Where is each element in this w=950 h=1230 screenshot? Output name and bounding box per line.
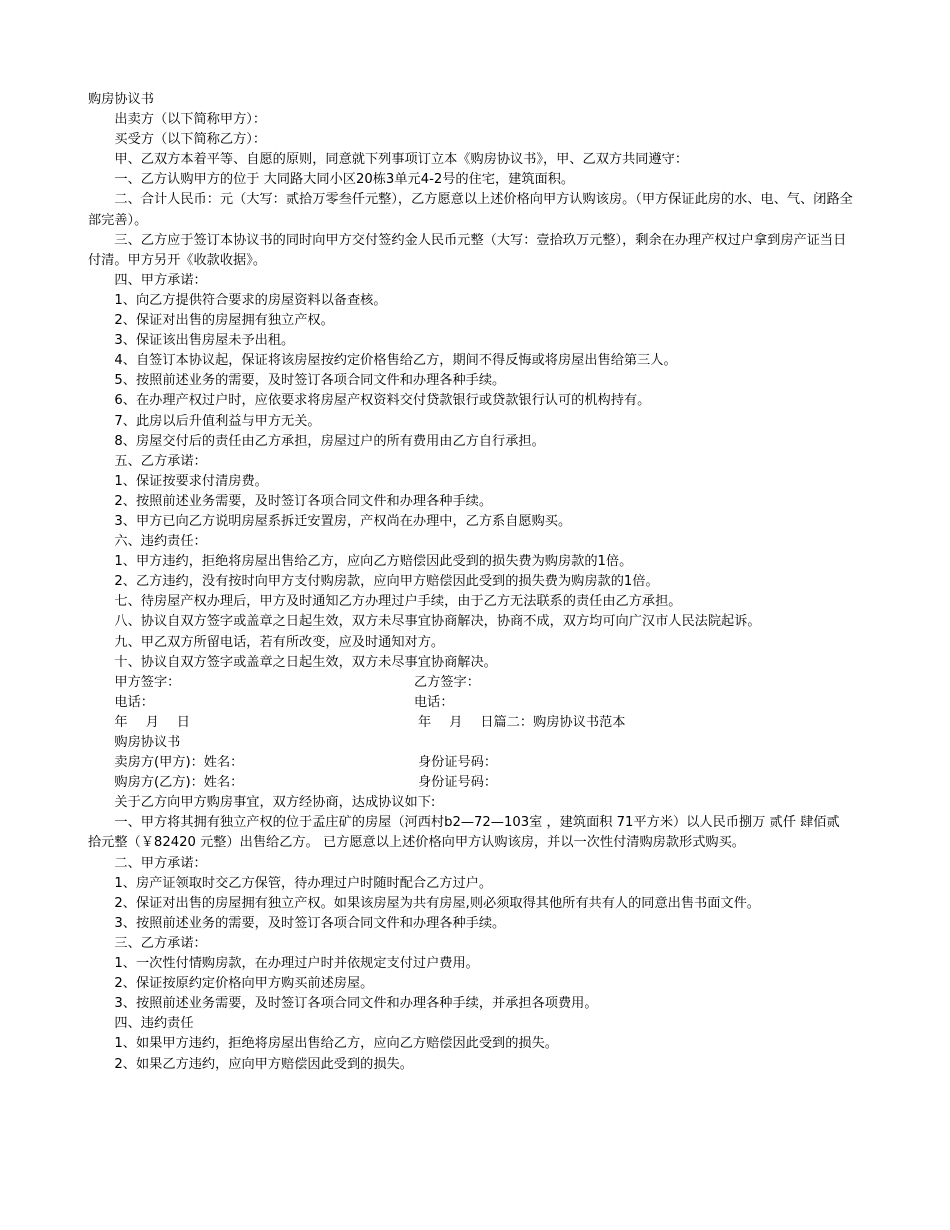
paragraph: 2、保证对出售的房屋拥有独立产权。 [114,313,334,329]
paragraph: 3、按照前述业务需要，及时签订各项合同文件和办理各种手续，并承担各项费用。 [114,996,598,1012]
paragraph: 五、乙方承诺： [114,453,207,469]
date-month: 月 [145,714,159,730]
paragraph: 1、甲方违约，拒绝将房屋出售给乙方，应向乙方赔偿因此受到的损失费为购房款的1倍。 [114,554,633,570]
paragraph: 出卖方（以下简称甲方）： [114,112,267,128]
section-title: 购房协议书 [114,735,181,750]
paragraph: 一、乙方认购甲方的位于 大同路大同小区20栋3单元4-2号的住宅，建筑面积。 [114,172,575,188]
paragraph: 3、甲方已向乙方说明房屋系拆迁安置房，产权尚在办理中，乙方系自愿购买。 [114,513,572,529]
buyer-id-label: 身份证号码： [418,775,498,791]
party-a-phone-label: 电话： [114,694,154,710]
paragraph: 5、按照前述业务的需要，及时签订各项合同文件和办理各种手续。 [114,373,506,389]
date-year: 年 [114,714,128,730]
paragraph: 6、在办理产权过户时，应依要求将房屋产权资料交付贷款银行或贷款银行认可的机构持有。 [114,393,651,409]
party-b-phone-label: 电话： [414,694,454,710]
date-row [88,713,856,733]
paragraph: 九、甲乙双方所留电话，若有所改变，应及时通知对方。 [114,634,445,650]
paragraph: 2、乙方违约，没有按时向甲方支付购房款，应向甲方赔偿因此受到的损失费为购房款的1倍。 [114,574,659,590]
paragraph: 四、甲方承诺： [114,272,207,288]
paragraph: 三、乙方承诺： [114,935,207,951]
paragraph: 六、违约责任： [114,534,207,550]
paragraph: 八、协议自双方签字或盖章之日起生效，双方未尽事宜协商解决，协商不成，双方均可向广汉市人民法院起诉。 [114,614,761,630]
seller-name-label: 卖房方(甲方)：姓名： [114,755,244,771]
paragraph: 二、甲方承诺： [114,855,207,871]
paragraph: 十、协议自双方签字或盖章之日起生效，双方未尽事宜协商解决。 [114,654,497,670]
paragraph: 三、乙方应于签订本协议书的同时向甲方交付签约金人民币元整（大写：壹拾玖万元整），剩余在办理产权过户拿到房产证当日付清。甲方另开《收款收据》。 [88,232,847,268]
paragraph: 1、房产证领取时交乙方保管，待办理过户时随时配合乙方过户。 [114,875,493,891]
party-b-signature-label: 乙方签字： [414,674,480,690]
paragraph: 关于乙方向甲方购房事宜，双方经协商，达成协议如下: [114,795,436,811]
date-month: 月 [449,714,463,730]
paragraph: 一、甲方将其拥有独立产权的位于孟庄矿的房屋（河西村b2—72—103室 ，建筑面积 71平方米）以人民币捌万 贰仟 肆佰贰 拾元整（￥82420 元整）出售给乙方。 已方愿意以上述价格向甲方认购该房，并以一次性付清购房款形式购买。 [88,815,840,851]
paragraph: 3、按照前述业务的需要，及时签订各项合同文件和办理各种手续。 [114,915,506,931]
paragraph: 3、保证该出售房屋未予出租。 [114,333,295,349]
signature-row [88,673,856,693]
paragraph: 2、如果乙方违约，应向甲方赔偿因此受到的损失。 [114,1056,413,1072]
paragraph: 2、保证按原约定价格向甲方购买前述房屋。 [114,976,374,992]
paragraph: 1、如果甲方违约，拒绝将房屋出售给乙方，应向乙方赔偿因此受到的损失。 [114,1036,558,1052]
paragraph: 7、此房以后升值利益与甲方无关。 [114,413,321,429]
buyer-row [88,773,856,793]
document-page [88,90,856,1075]
paragraph: 1、保证按要求付清房费。 [114,473,268,489]
paragraph: 8、房屋交付后的责任由乙方承担，房屋过户的所有费用由乙方自行承担。 [114,433,545,449]
paragraph: 买受方（以下简称乙方）： [114,132,267,148]
phone-row [88,693,856,713]
seller-row [88,753,856,773]
seller-id-label: 身份证号码： [418,755,498,771]
paragraph: 1、一次性付情购房款，在办理过户时并依规定支付过户费用。 [114,956,479,972]
document-title: 购房协议书 [88,92,154,107]
date-day: 日 [176,714,190,730]
paragraph: 1、向乙方提供符合要求的房屋资料以备查核。 [114,292,387,308]
paragraph: 4、自签订本协议起，保证将该房屋按约定价格售给乙方，期间不得反悔或将房屋出售给第三人。 [114,353,677,369]
paragraph: 2、按照前述业务需要，及时签订各项合同文件和办理各种手续。 [114,493,493,509]
date-tail-text: 日篇二：购房协议书范本 [480,714,626,730]
paragraph: 二、合计人民币：元（大写：贰拾万零叁仟元整），乙方愿意以上述价格向甲方认购该房。（甲方保证此房的水、电、气、闭路全部完善）。 [88,192,853,228]
party-a-signature-label: 甲方签字： [114,674,181,690]
paragraph: 2、保证对出售的房屋拥有独立产权。如果该房屋为共有房屋,则必须取得其他所有共有人的同意出售书面文件。 [114,895,760,911]
buyer-name-label: 购房方(乙方)：姓名： [114,775,244,791]
date-year: 年 [418,714,432,730]
paragraph: 七、待房屋产权办理后，甲方及时通知乙方办理过户手续，由于乙方无法联系的责任由乙方承担。 [114,594,682,610]
paragraph: 四、违约责任 [114,1016,194,1032]
paragraph: 甲、乙双方本着平等、自愿的原则，同意就下列事项订立本《购房协议书》，甲、乙双方共同遵守： [114,152,689,168]
